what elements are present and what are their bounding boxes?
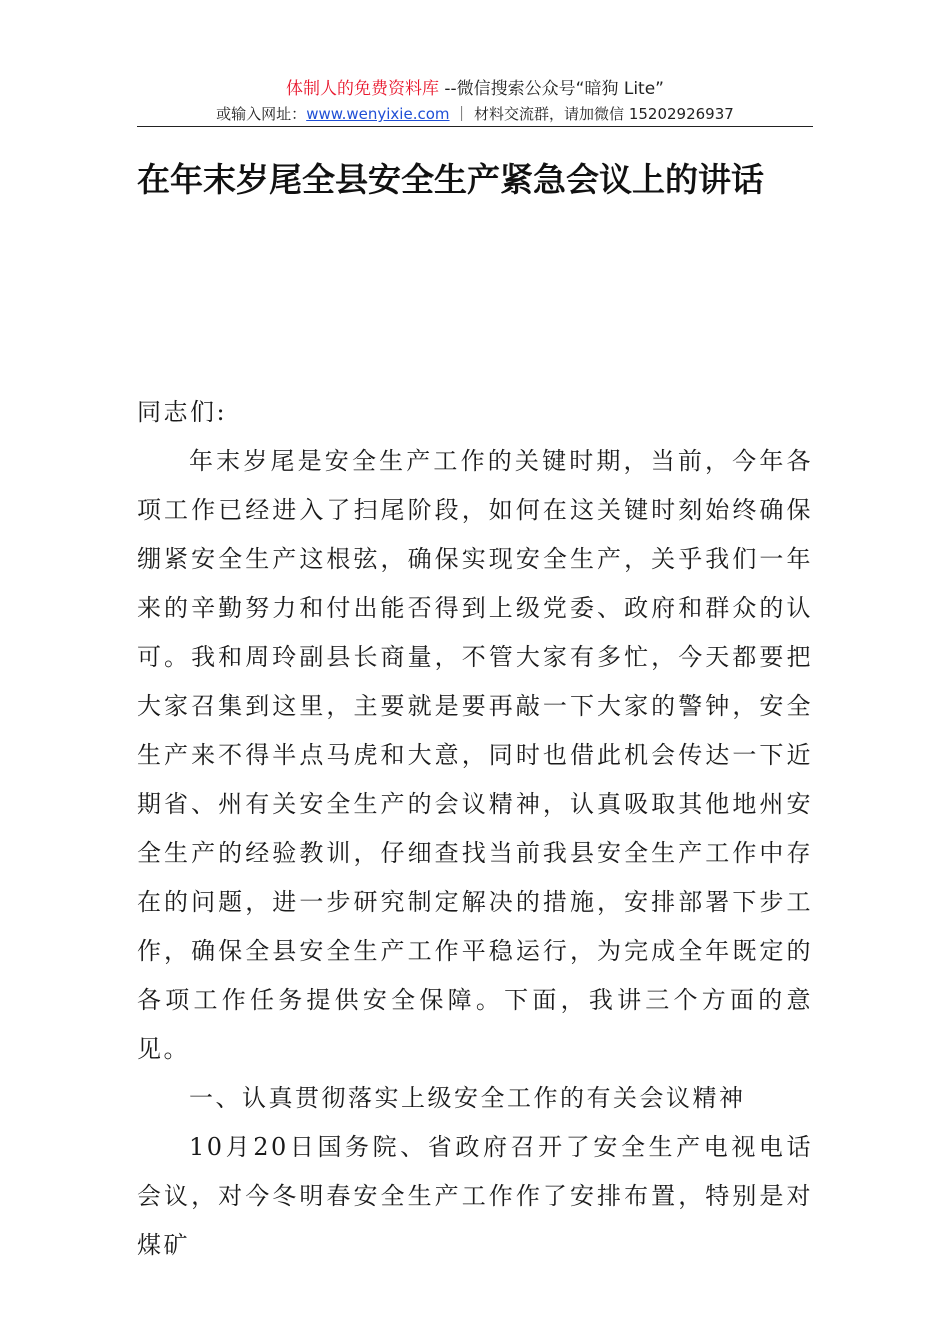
header-tagline: --微信搜索公众号“暗狗 Lite” [438, 79, 664, 99]
document-title: 在年末岁尾全县安全生产紧急会议上的讲话 [137, 160, 764, 199]
paragraph-intro: 年末岁尾是安全生产工作的关键时期，当前，今年各项工作已经进入了扫尾阶段，如何在这关键时刻始终确保绷紧安全生产这根弦，确保实现安全生产，关乎我们一年来的辛勤努力和付出能否得到上级党委、政府和群众的认可。我和周玲副县长商量，不管大家有多忙，今天都要把大家召集到这里，主要就是要再敲一下大家的警钟，安全生产来不得半点马虎和大意，同时也借此机会传达一下近期省、州有关安全生产的会议精神，认真吸取其他地州安全生产的经验教训，仔细查找当前我县安全生产工作中存在的问题，进一步研究制定解决的措施，安排部署下步工作，确保全县安全生产工作平稳运行，为完成全年既定的各项工作任务提供安全保障。下面，我讲三个方面的意见。 [137, 447, 813, 1063]
header-url-link[interactable]: www.wenyixie.com [306, 105, 450, 123]
document-body [137, 388, 813, 1270]
paragraph-section-1: 10月20日国务院、省政府召开了安全生产电视电话会议，对今冬明春安全生产工作作了安排布置，特别是对煤矿 [137, 1133, 813, 1259]
header-contact: ｜ 材料交流群，请加微信 15202926937 [449, 105, 734, 123]
header-divider [137, 126, 813, 127]
header-brand: 体制人的免费资料库 [285, 79, 439, 99]
header-contact-line [0, 104, 950, 124]
header-url-prefix: 或输入网址： [216, 105, 307, 123]
header-banner [0, 78, 950, 100]
section-heading-1: 一、认真贯彻落实上级安全工作的有关会议精神 [189, 1084, 746, 1112]
greeting: 同志们: [137, 398, 228, 426]
